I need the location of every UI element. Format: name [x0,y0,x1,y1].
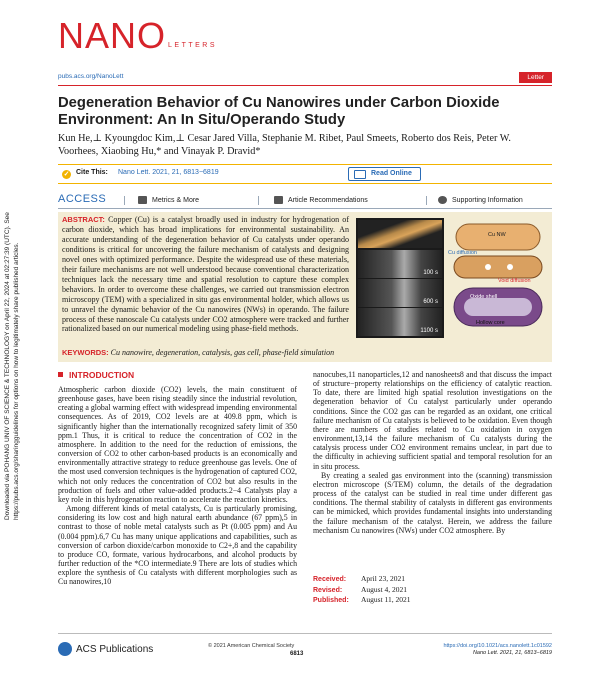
micrograph-panel [358,308,442,336]
recommendations-link[interactable] [274,196,368,204]
void-circle [485,264,491,270]
page-footer [58,633,552,669]
schematic-label: Cu diffusion [448,250,477,256]
logo-letters-text: LETTERS [168,42,218,49]
page-number: 6813 [290,651,304,657]
access-bar [58,193,552,209]
nanowire-shape [454,256,542,278]
intro-heading [58,370,297,381]
published-date [313,595,513,606]
metrics-link[interactable] [138,196,199,204]
article-icon [274,196,283,204]
micrograph-panel [358,279,442,307]
author-list: Kun He,⊥ Kyoungdoc Kim,⊥ Cesar Jared Villa, Stephanie M. Ribet, Paul Smeets, Roberto dos Reis, Peter W. Voorhees, Xiaobing Hu,* and Vinayak P. Dravid* [58,133,511,157]
article-type-badge: Letter [519,72,552,83]
revised-label: Revised: [313,586,343,594]
received-value: April 23, 2021 [361,574,405,583]
intro-column-right [313,370,552,535]
intro-paragraph: nanocubes,11 nanoparticles,12 and nanosheets8 and that discuss the impact of structure−property relationships on the efficiency of catalytic reaction. To date, there are limited high spatial resolution investigations on the degeneration behavior of Cu catalyst particularly under operando conditions. Since the CO2 gas can be regarded as an oxidant, one critical failure mechanism of Cu catalysts is believed to be oxidation. Even though there are numbers of studies related to Cu oxidation in oxygen environment,13,14 the failure mechanism of Cu catalysts during the catalysis process under CO2 environment remains unclear, in part due to the difficulty in achieving sufficient spatial and temporal resolution for an in situ process. [313,370,552,471]
intro-column-left [58,370,297,586]
access-divider [426,196,427,205]
download-note-text: Downloaded via POHANG UNIV OF SCIENCE & TECHNOLOGY on April 22, 2024 at 02:27:39 (UTC). See https://pubs.acs.org/sharingguidelines for options on how to legitimately share published articles. [4,212,20,520]
supporting-info-link[interactable] [438,196,523,204]
schematic [448,218,548,338]
read-online-button[interactable] [348,167,421,181]
schematic-label: Oxide shell [470,294,498,300]
keywords-label: KEYWORDS: [62,348,109,357]
schematic-label: Cu NW [488,232,506,238]
citation-link[interactable]: Nano Lett. 2021, 21, 6813−6819 [118,169,219,176]
journal-logo [58,15,218,56]
doi-link[interactable]: https://doi.org/10.1021/acs.nanolett.1c01592 [443,643,552,649]
bar-chart-icon [138,196,147,204]
download-side-note [4,190,40,520]
tem-micrographs [356,218,444,338]
published-label: Published: [313,597,349,604]
article-title: Degeneration Behavior of Cu Nanowires under Carbon Dioxide Environment: An In Situ/Operando Study [58,95,500,128]
revised-date [313,585,513,596]
supporting-info-label: Supporting Information [452,196,523,204]
intro-heading-text: INTRODUCTION [69,370,135,380]
supporting-info-icon [438,196,447,204]
cite-label: Cite This: [76,169,108,176]
abstract-body: Copper (Cu) is a catalyst broadly used in industry for hydrogenation of carbon dioxide, which has broad implications for environmental sustainability. An accurate understanding of the degeneration behavior of Cu catalysts under operando conditions is critical for uncovering the failure mechanism of catalysts and designing novel ones with optimized performance. Despite the widespread use of these materials, their failure mechanisms are not well understood because conventional characterization techniques lack the necessary time and spatial resolution to capture these complex behaviors. In order to overcome these challenges, we carried out transmission electron microscopy (TEM) with a specialized in situ gas environmental holder, which allows us to unravel the dynamic behavior of the Cu nanowires (NWs) in operando. The failure process of these nanoscale Cu catalysts under CO2 atmosphere were tracked and further rationalized based on our numerical modeling using phase-field methods. [62,215,349,334]
section-square-icon [58,372,63,377]
read-online-label: Read Online [371,170,412,177]
intro-paragraph: Among different kinds of metal catalysts, Cu is particularly promising, considering its low cost and high natural earth abundance (67 ppm),5 in contrast to those of noble metal catalysts such as Pt (0.005 ppm) and Au (0.004 ppm).6,7 Cu has many unique applications and capabilities, such as conversion of carbon dioxide/carbon monoxide to C2+,8 and the capability to produce CO, formate, various hydrocarbons, and alcohol products by further reduction of the *CO intermediate.9 There are lots of studies which explore the synthesis of Cu catalysts with different morphologies such as Cu nanowires,10 [58,504,297,587]
journal-url-link[interactable]: pubs.acs.org/NanoLett [58,73,124,80]
revised-value: August 4, 2021 [361,584,408,594]
abstract-label: ABSTRACT: [62,215,105,224]
void-circle [507,264,513,270]
access-label: ACCESS [58,193,107,205]
keywords-list: Cu nanowire, degeneration, catalysis, gas cell, phase-field simulation [110,348,335,357]
time-label: 1100 s [420,328,438,334]
acs-logo [58,642,153,656]
acs-logo-icon [58,642,72,656]
access-divider [258,196,259,205]
journal-header-bar [58,72,552,86]
micrograph-panel [358,250,442,278]
recommendations-label: Article Recommendations [288,196,368,204]
received-label: Received: [313,576,347,583]
cite-bar [58,164,552,184]
micrograph-panel [358,220,442,248]
metrics-label: Metrics & More [152,196,200,204]
keywords [62,348,334,357]
abstract-text [62,215,349,334]
received-date [313,574,513,585]
time-label: 100 s [423,270,438,276]
doi-block [443,643,552,657]
intro-paragraph: Atmospheric carbon dioxide (CO2) levels, the main constituent of greenhouse gases, have been rising steadily since the industrial revolution, creating a global warming effect with widespread impending environmental consequences. As of 2019, CO2 levels are at 409.8 ppm, which is significantly higher than the internationally recognized safety limit of 350 ppm.1 Thus, it is critical to reduce the concentration of CO2 in the atmosphere. In addition to the need for the reduction of emissions, the conversion of CO2 to other carbon-based products is an economically and environmentally attractive strategy to reduce greenhouse gas levels. One of the most used conversion techniques is the hydrogenation of captured CO2, which not only reduces the concentration of CO2 but also results in the production of fuels and other value-added products.2−4 Catalysts play a key role in this hydrogenation reaction to accelerate the reaction kinetics. [58,385,297,504]
schematic-label: Void diffusion [498,278,531,284]
acs-publisher-text: ACS Publications [76,643,154,655]
toc-graphic [356,218,548,338]
article-dates [313,574,513,606]
copyright-text: © 2021 American Chemical Society [208,643,295,649]
monitor-icon [354,170,366,179]
logo-nano-text: NANO [58,15,167,56]
schematic-label: Hollow core [476,320,505,326]
hollow-core-shape [464,298,532,316]
footer-citation: Nano Lett. 2021, 21, 6813−6819 [472,650,552,656]
cite-icon: ✓ [63,171,70,178]
time-label: 600 s [423,299,438,305]
published-value: August 11, 2021 [361,595,411,604]
access-divider [124,196,125,205]
intro-paragraph: By creating a sealed gas environment into the (scanning) transmission electron microscope (S/TEM) column, the details of the degradation process of the catalyst can be studied in real time under different gas conditions. The thermal stability of catalysts in different gas environments can be mimicked, which provides fundamental insights into understanding the failure mechanism of the catalyst. Herein, we address the failure mechanism Cu nanowires (NWs) under CO2 atmosphere. By [313,470,552,535]
